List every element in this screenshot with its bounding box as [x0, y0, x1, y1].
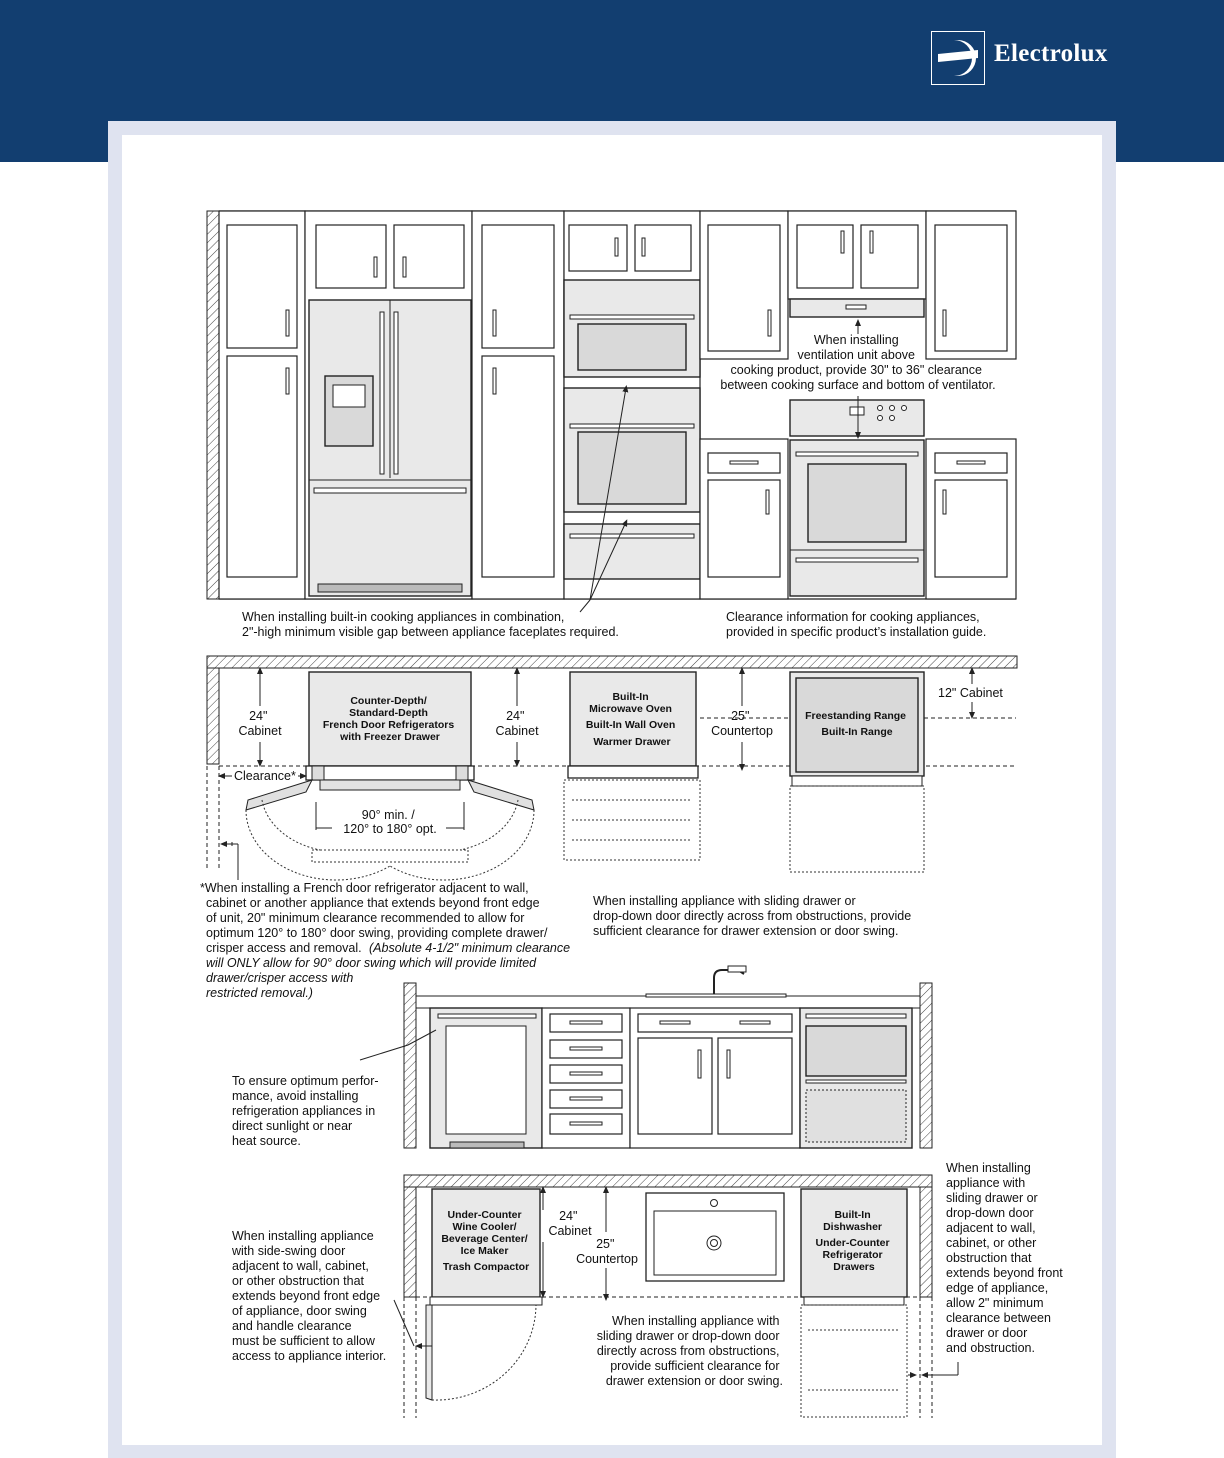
- oven-plan-label: Built-In Microwave Oven Built-In Wall Oven Warmer Drawer: [585, 691, 676, 748]
- countertop-25-label: 25" Countertop: [711, 709, 773, 738]
- plan-view-cooking: [207, 656, 1017, 880]
- undercounter-countertop-25-label: 25" Countertop: [576, 1237, 638, 1266]
- french-door-footnote: *When installing a French door refrigerator adjacent to wall, cabinet or another appliance that extends beyond front edge of unit, 20" minimum clearance recommended to allow for optimum 120° to 180° door swing, providing complete drawer/ crisper access and removal.: [200, 881, 548, 955]
- undercounter-elevation: [360, 966, 932, 1148]
- french-door-footnote-italic: (Absolute 4-1/2" minimum clearance will ONLY allow for 90° door swing which will provide limited drawer/crisper access with restricted removal.): [206, 941, 571, 1000]
- side-swing-note: When installing appliance with side-swing door adjacent to wall, cabinet, or other obstruction that extends beyond front edge of appliance, door swing and handle clearance must be sufficient to allow access to appliance interior.: [232, 1229, 387, 1363]
- gap-note: When installing built-in cooking appliances in combination, 2"-high minimum visible gap between appliance faceplates required.: [242, 610, 619, 639]
- undercounter-cabinet-24-label: 24" Cabinet: [548, 1209, 592, 1238]
- cabinet-24-mid-label: 24" Cabinet: [495, 709, 539, 738]
- clearance-label: Clearance*: [234, 769, 296, 783]
- elevation-view: [207, 211, 1016, 612]
- cabinet-12-label: 12" Cabinet: [938, 686, 1003, 700]
- undercounter-drawer-note: When installing appliance with sliding drawer or drop-down door directly across from obstructions, provide sufficient clearance for drawer extension or door swing.: [596, 1314, 783, 1388]
- wine-cooler-label: Under-Counter Wine Cooler/ Beverage Center/ Ice Maker Trash Compactor: [441, 1209, 530, 1273]
- clearance-info-note: Clearance information for cooking appliances, provided in specific product’s installation guide.: [726, 610, 987, 639]
- adjacent-obstruction-note: When installing appliance with sliding drawer or drop-down door adjacent to wall, cabinet, or other obstruction that extends beyond front edge of appliance, allow 2" minimum clearance between drawer or door and obstruction.: [946, 1161, 1063, 1355]
- brand-name: Electrolux: [994, 40, 1108, 67]
- wall-oven-stack: [564, 280, 700, 579]
- vent-note: When installing ventilation unit above cooking product, provide 30" to 36" clearance between cooking surface and bottom of ventilator.: [720, 333, 996, 392]
- door-swing-label: 90° min. / 120° to 180° opt.: [343, 808, 437, 836]
- cabinet-24-left-label: 24" Cabinet: [238, 709, 282, 738]
- freestanding-range: [790, 400, 924, 596]
- fridge-plan-label: Counter-Depth/ Standard-Depth French Door Refrigerators with Freezer Drawer: [322, 695, 455, 743]
- range-plan-label: Freestanding Range Built-In Range: [805, 710, 907, 738]
- dishwasher-label: Built-In Dishwasher Under-Counter Refrigerator Drawers: [815, 1209, 890, 1273]
- french-door-refrigerator: [309, 300, 471, 596]
- sliding-drawer-note: When installing appliance with sliding drawer or drop-down door directly across from obstructions, provide sufficient clearance for drawer extension or door swing.: [593, 894, 912, 938]
- sunlight-note: To ensure optimum perfor- mance, avoid installing refrigeration appliances in direct sunlight or near heat source.: [232, 1074, 379, 1148]
